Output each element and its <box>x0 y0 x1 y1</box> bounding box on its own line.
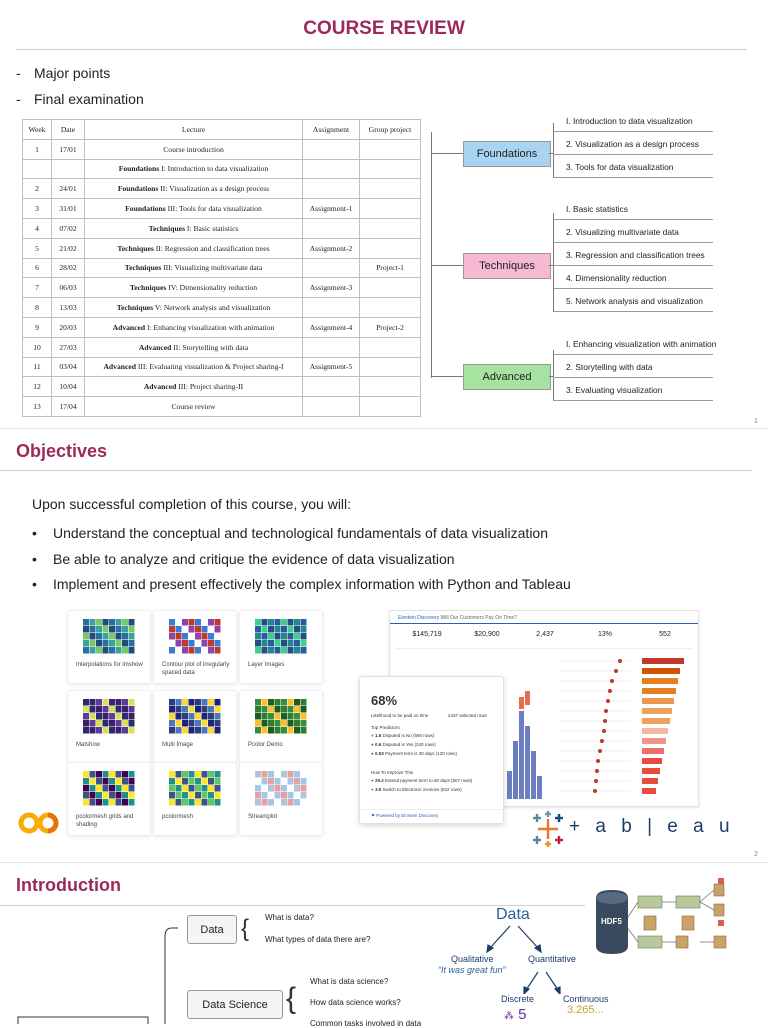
mindmap-item: 3. Tools for data visualization <box>566 162 674 172</box>
cell-assignment <box>303 218 360 238</box>
mindmap-node-advanced: Advanced <box>463 364 551 390</box>
gallery-caption: Streamplot <box>248 814 278 820</box>
cell-week: 1 <box>23 139 52 159</box>
cell-assignment <box>303 179 360 199</box>
lecture-module: Techniques <box>148 223 186 233</box>
lecture-module: Advanced <box>112 322 146 332</box>
gallery-thumbnail <box>165 617 225 657</box>
diagram-quantitative: Quantitative <box>528 954 577 964</box>
gallery-card[interactable] <box>153 762 237 836</box>
objectives-intro: Upon successful completion of this course, you will: <box>32 496 352 512</box>
table-row <box>23 317 421 337</box>
cell-date: 03/04 <box>52 357 85 377</box>
divider <box>0 470 752 471</box>
lecture-title: Course introduction <box>163 144 224 154</box>
predictor-text: Payment term is 30 days (120 rows) <box>385 751 458 756</box>
improve-text: Switch to Electronic invoices (822 rows) <box>382 787 462 792</box>
mindmap-item: 3. Evaluating visualization <box>566 385 663 395</box>
table-row <box>23 218 421 238</box>
mindmap-item: I. Enhancing visualization with animation <box>566 339 717 349</box>
data-question: What is data? <box>265 913 314 922</box>
predictor-text: Disputed is No (580 rows) <box>382 733 435 738</box>
cell-date: 28/02 <box>52 258 85 278</box>
popup-improve: How To Improve This <box>371 770 414 775</box>
table-row <box>23 298 421 318</box>
slide-separator <box>0 428 768 429</box>
cell-lecture <box>85 337 303 357</box>
dashboard-title: Einstein Discovery <box>398 615 440 621</box>
cell-lecture <box>85 199 303 219</box>
header-week: Week <box>23 120 52 140</box>
popup-improve-row: ● 29.2 Extend payment term to 60 days (507 rows) <box>371 778 473 783</box>
gallery-caption: Pcolor Demo <box>248 742 283 748</box>
mindmap-underline <box>553 131 713 132</box>
gallery-caption: Layer Images <box>248 662 285 668</box>
cell-project <box>360 199 421 219</box>
lecture-title: III: Evaluating visualization & Project sharing-I <box>135 362 284 372</box>
cell-lecture <box>85 298 303 318</box>
lecture-title: V: Network analysis and visualization <box>153 303 271 313</box>
cell-assignment <box>303 139 360 159</box>
cell-date: 07/02 <box>52 218 85 238</box>
cell-date: 21/02 <box>52 238 85 258</box>
lecture-title: I: Basic statistics <box>185 223 239 233</box>
gallery-caption: pcolormesh grids and shading <box>76 814 134 828</box>
gallery-card[interactable] <box>239 610 323 684</box>
cell-assignment <box>303 337 360 357</box>
brace: { <box>241 915 250 942</box>
gallery-thumbnail <box>251 769 311 809</box>
cell-assignment <box>303 397 360 417</box>
table-row <box>23 179 421 199</box>
hdf5-label: HDF5 <box>601 917 622 926</box>
mindmap-item: I. Introduction to data visualization <box>566 116 693 126</box>
gallery-card[interactable] <box>153 690 237 764</box>
cell-lecture <box>85 357 303 377</box>
cell-week: 5 <box>23 238 52 258</box>
mindmap-item: 2. Visualizing multivariate data <box>566 227 679 237</box>
data-science-box: Data Science <box>187 990 283 1019</box>
slide1-bullets <box>16 60 144 112</box>
gallery-card[interactable] <box>67 690 151 764</box>
lecture-title: Course review <box>171 402 216 412</box>
mindmap-item: 3. Regression and classification trees <box>566 250 705 260</box>
cell-date: 20/03 <box>52 317 85 337</box>
objective-text: Understand the conceptual and technological fundamentals of data visualization <box>53 525 548 541</box>
mindmap-underline <box>553 154 713 155</box>
slide2-title: Objectives <box>16 441 108 461</box>
cell-project <box>360 159 421 179</box>
popup-percent: 68% <box>371 693 398 708</box>
header-group-project: Group project <box>360 120 421 140</box>
cell-lecture <box>85 179 303 199</box>
kpi-4: 13% <box>597 631 612 638</box>
page-number: 1 <box>754 418 758 425</box>
improve-value: 29.2 <box>374 778 384 783</box>
schedule-body <box>23 139 421 416</box>
intro-bracket <box>0 920 200 1024</box>
cell-project <box>360 218 421 238</box>
diagram-root: Data <box>496 906 530 923</box>
lecture-module: Foundations <box>125 204 166 214</box>
lecture-module: Techniques <box>129 283 167 293</box>
dashboard-subtitle: Will Our Customers Pay On Time? <box>440 615 517 621</box>
mindmap-item: 5. Network analysis and visualization <box>566 296 703 306</box>
cell-project <box>360 397 421 417</box>
popup-predictor-row: ● 0.53 Payment term is 30 days (120 rows) <box>371 751 458 756</box>
cell-week: 3 <box>23 199 52 219</box>
cell-project <box>360 139 421 159</box>
mindmap-underline <box>553 288 713 289</box>
improve-value: 3.5 <box>374 787 382 792</box>
popup-footer-text: Powered by Einstein Discovery <box>376 813 439 818</box>
cell-week: 6 <box>23 258 52 278</box>
kpi-1: $145,719 <box>412 631 442 638</box>
diagram-continuous: Continuous <box>563 994 609 1004</box>
cell-project <box>360 337 421 357</box>
cell-assignment <box>303 377 360 397</box>
data-question: What types of data there are? <box>265 935 371 944</box>
cell-project: Project-2 <box>360 317 421 337</box>
popup-improve-row: ● 3.5 Switch to Electronic invoices (822 rows) <box>371 787 462 792</box>
lecture-module: Advanced <box>103 362 136 372</box>
cell-date: 10/04 <box>52 377 85 397</box>
cell-project <box>360 278 421 298</box>
cell-lecture <box>85 278 303 298</box>
diagram-qualitative: Qualitative <box>451 954 494 964</box>
lecture-module: Techniques <box>117 243 154 253</box>
data-box: Data <box>187 915 237 944</box>
objective-text: Be able to analyze and critique the evidence of data visualization <box>53 550 455 567</box>
cell-date <box>52 159 85 179</box>
cell-project <box>360 298 421 318</box>
mindmap-connector <box>431 376 463 377</box>
bullet-text: Major points <box>34 65 111 81</box>
table-row <box>23 199 421 219</box>
predictor-value: 0.6 <box>374 742 382 747</box>
cell-assignment: Assignment-1 <box>303 199 360 219</box>
mindmap-connector <box>431 153 463 154</box>
bullet-item: - Final examination <box>16 91 144 107</box>
gallery-thumbnail <box>79 617 139 657</box>
lecture-title: I: Introduction to data visualization <box>159 164 269 174</box>
mindmap-node-foundations: Foundations <box>463 141 551 167</box>
cell-assignment: Assignment-2 <box>303 238 360 258</box>
popup-likelihood: Likelihood to be paid on time <box>371 713 429 718</box>
cell-week: 8 <box>23 298 52 318</box>
mindmap-underline <box>553 400 713 401</box>
popup-top-predictors: Top Predictors <box>371 725 400 730</box>
cell-week: 11 <box>23 357 52 377</box>
cell-project <box>360 377 421 397</box>
lecture-module: Foundations <box>117 184 159 194</box>
lecture-title: IV: Dimensionality reduction <box>166 283 258 293</box>
predictor-text: Disputed is Yes (240 rows) <box>382 742 436 747</box>
gallery-card[interactable] <box>239 690 323 764</box>
objective-item: • Understand the conceptual and technological fundamentals of data visualization <box>32 525 548 541</box>
mindmap-underline <box>553 177 713 178</box>
gallery-caption: pcolormesh <box>162 814 194 820</box>
cell-lecture <box>85 238 303 258</box>
table-row <box>23 337 421 357</box>
cell-week: 12 <box>23 377 52 397</box>
cell-lecture <box>85 139 303 159</box>
schedule-table <box>22 119 421 417</box>
mindmap-item: 4. Dimensionality reduction <box>566 273 667 283</box>
lecture-title: III: Tools for data visualization <box>165 204 262 214</box>
lecture-title: II: Regression and classification trees <box>153 243 270 253</box>
mindmap-connector <box>431 265 463 266</box>
popup-divider <box>360 809 503 810</box>
gallery-thumbnail <box>165 697 225 737</box>
lecture-module: Techniques <box>116 303 154 313</box>
gallery-thumbnail <box>79 769 139 809</box>
diagram-continuous-example: 3.265... <box>567 1004 604 1016</box>
table-header-row <box>23 120 421 140</box>
table-row <box>23 278 421 298</box>
cell-week: 2 <box>23 179 52 199</box>
lecture-title: II: Visualization as a design process <box>158 184 270 194</box>
cell-date: 17/01 <box>52 139 85 159</box>
kpi-2: $20,900 <box>474 631 500 638</box>
gallery-caption: Multi Image <box>162 742 194 748</box>
table-row <box>23 397 421 417</box>
cell-week <box>23 159 52 179</box>
slide-separator <box>0 862 768 863</box>
mindmap-item: 2. Storytelling with data <box>566 362 653 372</box>
discrete-value: 5 <box>518 1006 527 1023</box>
histogram-chart <box>505 671 545 801</box>
cell-week: 10 <box>23 337 52 357</box>
mindmap-bracket-line <box>553 350 554 400</box>
lecture-module: Advanced <box>143 382 177 392</box>
cell-assignment: Assignment-3 <box>303 278 360 298</box>
table-row <box>23 357 421 377</box>
cell-date: 13/03 <box>52 298 85 318</box>
lecture-module: Advanced <box>138 342 172 352</box>
diagram-qual-example: “It was great fun” <box>438 965 506 975</box>
lecture-title: I: Enhancing visualization with animation <box>145 322 275 332</box>
mindmap-item: I. Basic statistics <box>566 204 628 214</box>
cell-date: 31/01 <box>52 199 85 219</box>
cell-date: 24/01 <box>52 179 85 199</box>
page-number: 2 <box>754 851 758 858</box>
dotplot-barchart <box>550 651 690 801</box>
bullet-text: Final examination <box>34 91 144 107</box>
cell-assignment <box>303 258 360 278</box>
cell-assignment <box>303 298 360 318</box>
divider <box>16 49 747 50</box>
cell-week: 9 <box>23 317 52 337</box>
slide3-title: Introduction <box>16 875 121 895</box>
mindmap-underline <box>553 219 713 220</box>
mindmap-underline <box>553 377 713 378</box>
gallery-thumbnail <box>79 697 139 737</box>
table-row <box>23 238 421 258</box>
diagram-discrete: Discrete <box>501 994 535 1004</box>
cell-assignment: Assignment-5 <box>303 357 360 377</box>
cell-project <box>360 179 421 199</box>
table-row <box>23 139 421 159</box>
mindmap-underline <box>553 311 713 312</box>
bullet-item: - Major points <box>16 65 111 81</box>
lecture-module: Foundations <box>118 164 160 174</box>
gallery-card[interactable] <box>67 762 151 836</box>
mindmap-item: 2. Visualization as a design process <box>566 139 699 149</box>
gallery-caption: Contour plot of irregularly spaced data <box>162 662 230 676</box>
gallery-caption: Matshow <box>76 742 101 748</box>
ds-question: How data science works? <box>310 998 401 1007</box>
kpi-5: 552 <box>659 631 671 638</box>
cell-week: 4 <box>23 218 52 238</box>
mindmap-underline <box>553 265 713 266</box>
lecture-title: III: Visualizing multivariate data <box>161 263 263 273</box>
header-lecture: Lecture <box>85 120 303 140</box>
cell-project <box>360 357 421 377</box>
table-row <box>23 159 421 179</box>
cell-week: 7 <box>23 278 52 298</box>
mindmap-node-techniques: Techniques <box>463 253 551 279</box>
dashboard-header-line <box>390 623 698 624</box>
dashboard-header <box>398 615 517 621</box>
cell-assignment <box>303 159 360 179</box>
predictor-value: 1.6 <box>374 733 382 738</box>
header-assignment: Assignment <box>303 120 360 140</box>
cell-project <box>360 238 421 258</box>
lecture-title: II: Storytelling with data <box>171 342 249 352</box>
tableau-logo-icon <box>530 811 566 847</box>
cell-lecture <box>85 218 303 238</box>
objective-item: • Be able to analyze and critique the evidence of data visualization <box>32 550 455 567</box>
gallery-card[interactable] <box>153 610 237 684</box>
objective-item: • Implement and present effectively the complex information with Python and Tableau <box>32 576 571 592</box>
popup-selected: 2437 selected rows <box>448 713 487 718</box>
header-date: Date <box>52 120 85 140</box>
cell-lecture <box>85 258 303 278</box>
diagram-discrete-example <box>504 1006 527 1023</box>
table-row <box>23 258 421 278</box>
ds-question: Common tasks involved in data <box>310 1019 422 1028</box>
gallery-thumbnail <box>251 617 311 657</box>
popup-predictor-row: ● 0.6 Disputed is Yes (240 rows) <box>371 742 436 747</box>
cell-assignment: Assignment-4 <box>303 317 360 337</box>
ds-question: What is data science? <box>310 977 389 986</box>
slide1-title: COURSE REVIEW <box>303 18 465 39</box>
mindmap-bracket-line <box>553 213 554 312</box>
lecture-module: Techniques <box>124 263 162 273</box>
gallery-card[interactable] <box>239 762 323 836</box>
mindmap-spine-line <box>431 132 432 378</box>
cell-date: 17/04 <box>52 397 85 417</box>
cell-date: 27/03 <box>52 337 85 357</box>
improve-text: Extend payment term to 60 days (507 rows) <box>385 778 473 783</box>
cell-lecture <box>85 377 303 397</box>
popup-predictor-row: ● 1.6 Disputed is No (580 rows) <box>371 733 435 738</box>
gallery-caption: Interpolations for imshow <box>76 662 143 668</box>
gallery-card[interactable] <box>67 610 151 684</box>
kpi-3: 2,437 <box>536 631 554 638</box>
dots-icon: ⁂ <box>504 1011 514 1022</box>
brace: { <box>286 982 297 1015</box>
table-row <box>23 377 421 397</box>
cell-lecture <box>85 159 303 179</box>
cell-lecture <box>85 397 303 417</box>
predictor-value: 0.53 <box>374 751 384 756</box>
objectives-list <box>32 521 571 598</box>
cell-date: 06/03 <box>52 278 85 298</box>
mindmap-underline <box>553 242 713 243</box>
gallery-thumbnail <box>165 769 225 809</box>
cell-project: Project-1 <box>360 258 421 278</box>
objective-text: Implement and present effectively the complex information with Python and Tableau <box>53 576 571 592</box>
tableau-wordmark: + a b | e a u <box>569 816 735 837</box>
cell-week: 13 <box>23 397 52 417</box>
kpi-divider <box>395 648 693 649</box>
prediction-popup <box>359 676 504 824</box>
cell-lecture <box>85 317 303 337</box>
gallery-thumbnail <box>251 697 311 737</box>
lecture-title: III: Project sharing-II <box>176 382 244 392</box>
colab-logo-icon <box>17 810 61 836</box>
popup-footer: ⚑ Powered by Einstein Discovery <box>371 813 439 818</box>
mindmap-underline <box>553 354 713 355</box>
